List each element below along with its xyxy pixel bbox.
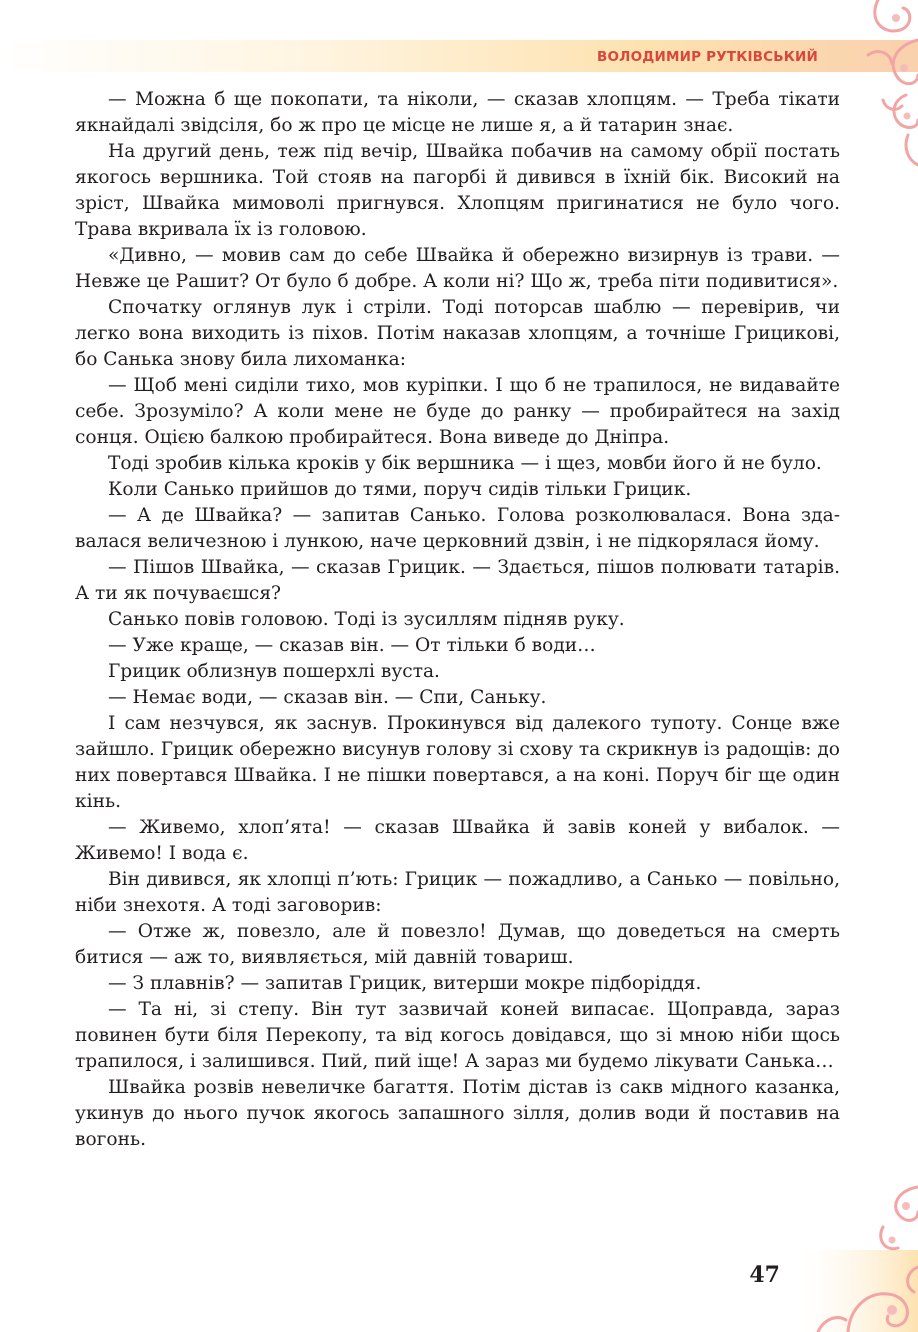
ornament-bottom-icon <box>788 1182 918 1332</box>
paragraph: Спочатку оглянув лук і стріли. Тоді поторсав шаблю — перевірив, чи легко вона виходить із піхов. Потім наказав хлопцям, а точніше Грицикові, бо Санька знову била лихоманка: <box>75 297 840 370</box>
paragraph: — Уже краще, — сказав він. — От тільки б води… <box>108 635 596 656</box>
paragraph: — А де Швайка? — запитав Санько. Голова розколювалася. Вона здавалася величезною і лункою, наче церковний дзвін, і не підкорялася йому. <box>75 505 840 552</box>
paragraph: Грицик облизнув пошерхлі вуста. <box>108 661 440 682</box>
paragraph: На другий день, теж під вечір, Швайка побачив на самому обрії постать якогось вершника. Той стояв на пагорбі й дивився в їхній бік. Високий на зріст, Швайка мимоволі пригнувся. Хлопцям пригинатися не було чого. Трава вкривала їх із головою. <box>75 141 840 240</box>
paragraph: — Немає води, — сказав він. — Спи, Саньку. <box>108 687 547 708</box>
page-number: 47 <box>749 1262 780 1288</box>
paragraph: Тоді зробив кілька кроків у бік вершника — і щез, мовби його й не було. <box>108 453 822 474</box>
paragraph: — З плавнів? — запитав Грицик, витерши мокре підборіддя. <box>108 973 702 994</box>
paragraph: — Та ні, зі степу. Він тут зазвичай коней випасає. Щоправда, зараз повинен бути біля Перекопу, та від когось довідався, що зі мною ніби щось трапилося, і залишився. Пий, пий іще! А зараз ми будемо лікувати Санька… <box>75 999 840 1072</box>
paragraph: — Пішов Швайка, — сказав Грицик. — Здається, пішов полювати татарів. А ти як почуваєшся? <box>75 557 840 604</box>
running-header-author: ВОЛОДИМИР РУТКІВСЬКИЙ <box>597 49 818 65</box>
paragraph: — Щоб мені сиділи тихо, мов куріпки. І що б не трапилося, не видавайте себе. Зрозуміло? А коли мене не буде до ранку — пробирайтеся на захід сонця. Оцією балкою пробирайтеся. Вона виведе до Дніпра. <box>75 375 840 448</box>
paragraph: — Можна б ще покопати, та ніколи, — сказав хлопцям. — Треба тікати якнайдалі звідсіля, бо ж про це місце не лише я, а й татарин знає. <box>75 89 840 136</box>
paragraph: — Отже ж, повезло, але й повезло! Думав, що доведеться на смерть битися — аж то, виявляється, мій давній товариш. <box>75 921 840 968</box>
body-text <box>75 87 840 1153</box>
paragraph: — Живемо, хлоп’ята! — сказав Швайка й завів коней у вибалок. — Живемо! І вода є. <box>75 817 840 864</box>
paragraph: Коли Санько прийшов до тями, поруч сидів тільки Грицик. <box>108 479 692 500</box>
paragraph: Санько повів головою. Тоді із зусиллям підняв руку. <box>108 609 625 630</box>
paragraph: І сам незчувся, як заснув. Прокинувся від далекого тупоту. Сонце вже зайшло. Грицик обережно висунув голову зі схову та скрикнув із радощів: до них повертався Швайка. І не пішки повертався, а на коні. Поруч біг ще один кінь. <box>75 713 840 812</box>
paragraph: «Дивно, — мовив сам до себе Швайка й обережно визирнув із трави. — Невже це Рашит? От було б добре. А коли ні? Що ж, треба піти подивитися». <box>75 245 840 292</box>
paragraph: Швайка розвів невеличке багаття. Потім дістав із сакв мідного казанка, укинув до нього пучок якогось запашного зілля, долив води й поставив на вогонь. <box>75 1077 840 1150</box>
paragraph: Він дивився, як хлопці п’ють: Грицик — пожадливо, а Санько — повільно, ніби знехотя. А тоді заговорив: <box>75 869 840 916</box>
